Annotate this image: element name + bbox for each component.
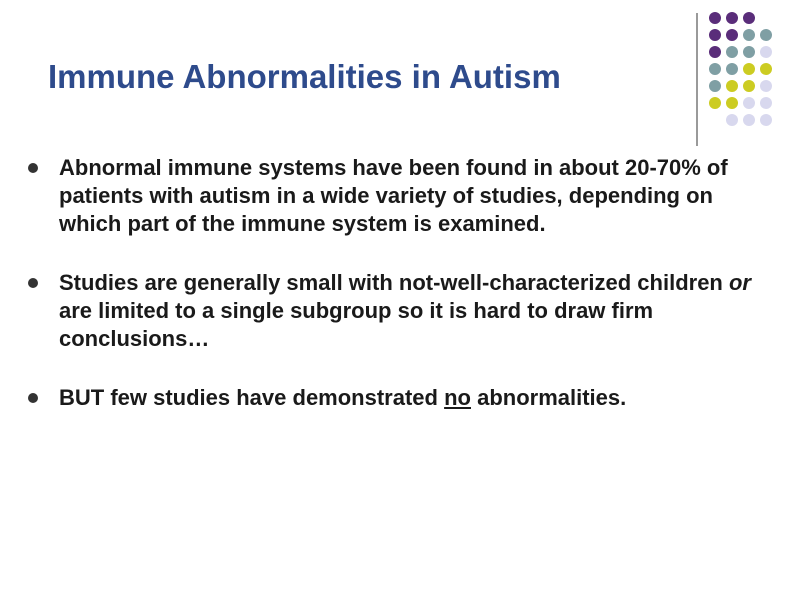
bullet-item-study-limitations [28, 269, 768, 353]
decorative-dot [709, 63, 721, 75]
bullet-text-underlined: no [444, 385, 471, 410]
bullet-text-part: are limited to a single subgroup so it is hard to draw firm conclusions… [59, 298, 654, 351]
decorative-dot [743, 80, 755, 92]
decorative-dot [726, 63, 738, 75]
bullet-text: Abnormal immune systems have been found in about 20-70% of patients with autism in a wide variety of studies, depending on which part of the immune system is examined. [59, 155, 728, 236]
bullet-text-part: Studies are generally small with not-well-characterized children [59, 270, 729, 295]
bullet-text-emphasis: or [728, 270, 751, 295]
decorative-dot [726, 29, 738, 41]
decorative-dot [709, 80, 721, 92]
decorative-dot [743, 29, 755, 41]
bullet-item-immune-findings [28, 154, 768, 238]
decorative-dot [743, 63, 755, 75]
decorative-dot [726, 114, 738, 126]
decorative-dot [760, 46, 772, 58]
decorative-dot [743, 97, 755, 109]
decorative-dot [760, 114, 772, 126]
decorative-dot [760, 97, 772, 109]
decorative-dot [726, 80, 738, 92]
decorative-dot [743, 12, 755, 24]
decorative-dot [726, 12, 738, 24]
bullet-text [59, 384, 768, 412]
decorative-dot-grid [709, 12, 795, 132]
bullet-dot-icon [28, 163, 38, 173]
bullet-dot-icon [28, 393, 38, 403]
decorative-dot [743, 114, 755, 126]
bullet-item-conclusion [28, 384, 768, 412]
bullet-list [28, 154, 768, 443]
decorative-dot [709, 97, 721, 109]
decorative-dot [726, 46, 738, 58]
decorative-dot [760, 29, 772, 41]
decorative-dot [760, 80, 772, 92]
decorative-dot [743, 46, 755, 58]
slide-title: Immune Abnormalities in Autism [48, 58, 561, 95]
bullet-text-part: abnormalities. [470, 385, 627, 410]
decorative-dot [726, 97, 738, 109]
bullet-dot-icon [28, 278, 38, 288]
title-divider-line [696, 13, 698, 146]
decorative-dot [709, 12, 721, 24]
decorative-dot [709, 29, 721, 41]
decorative-dot [709, 46, 721, 58]
bullet-text-part: BUT few studies have demonstrated [59, 385, 445, 410]
decorative-dot [760, 63, 772, 75]
bullet-text [59, 269, 768, 353]
